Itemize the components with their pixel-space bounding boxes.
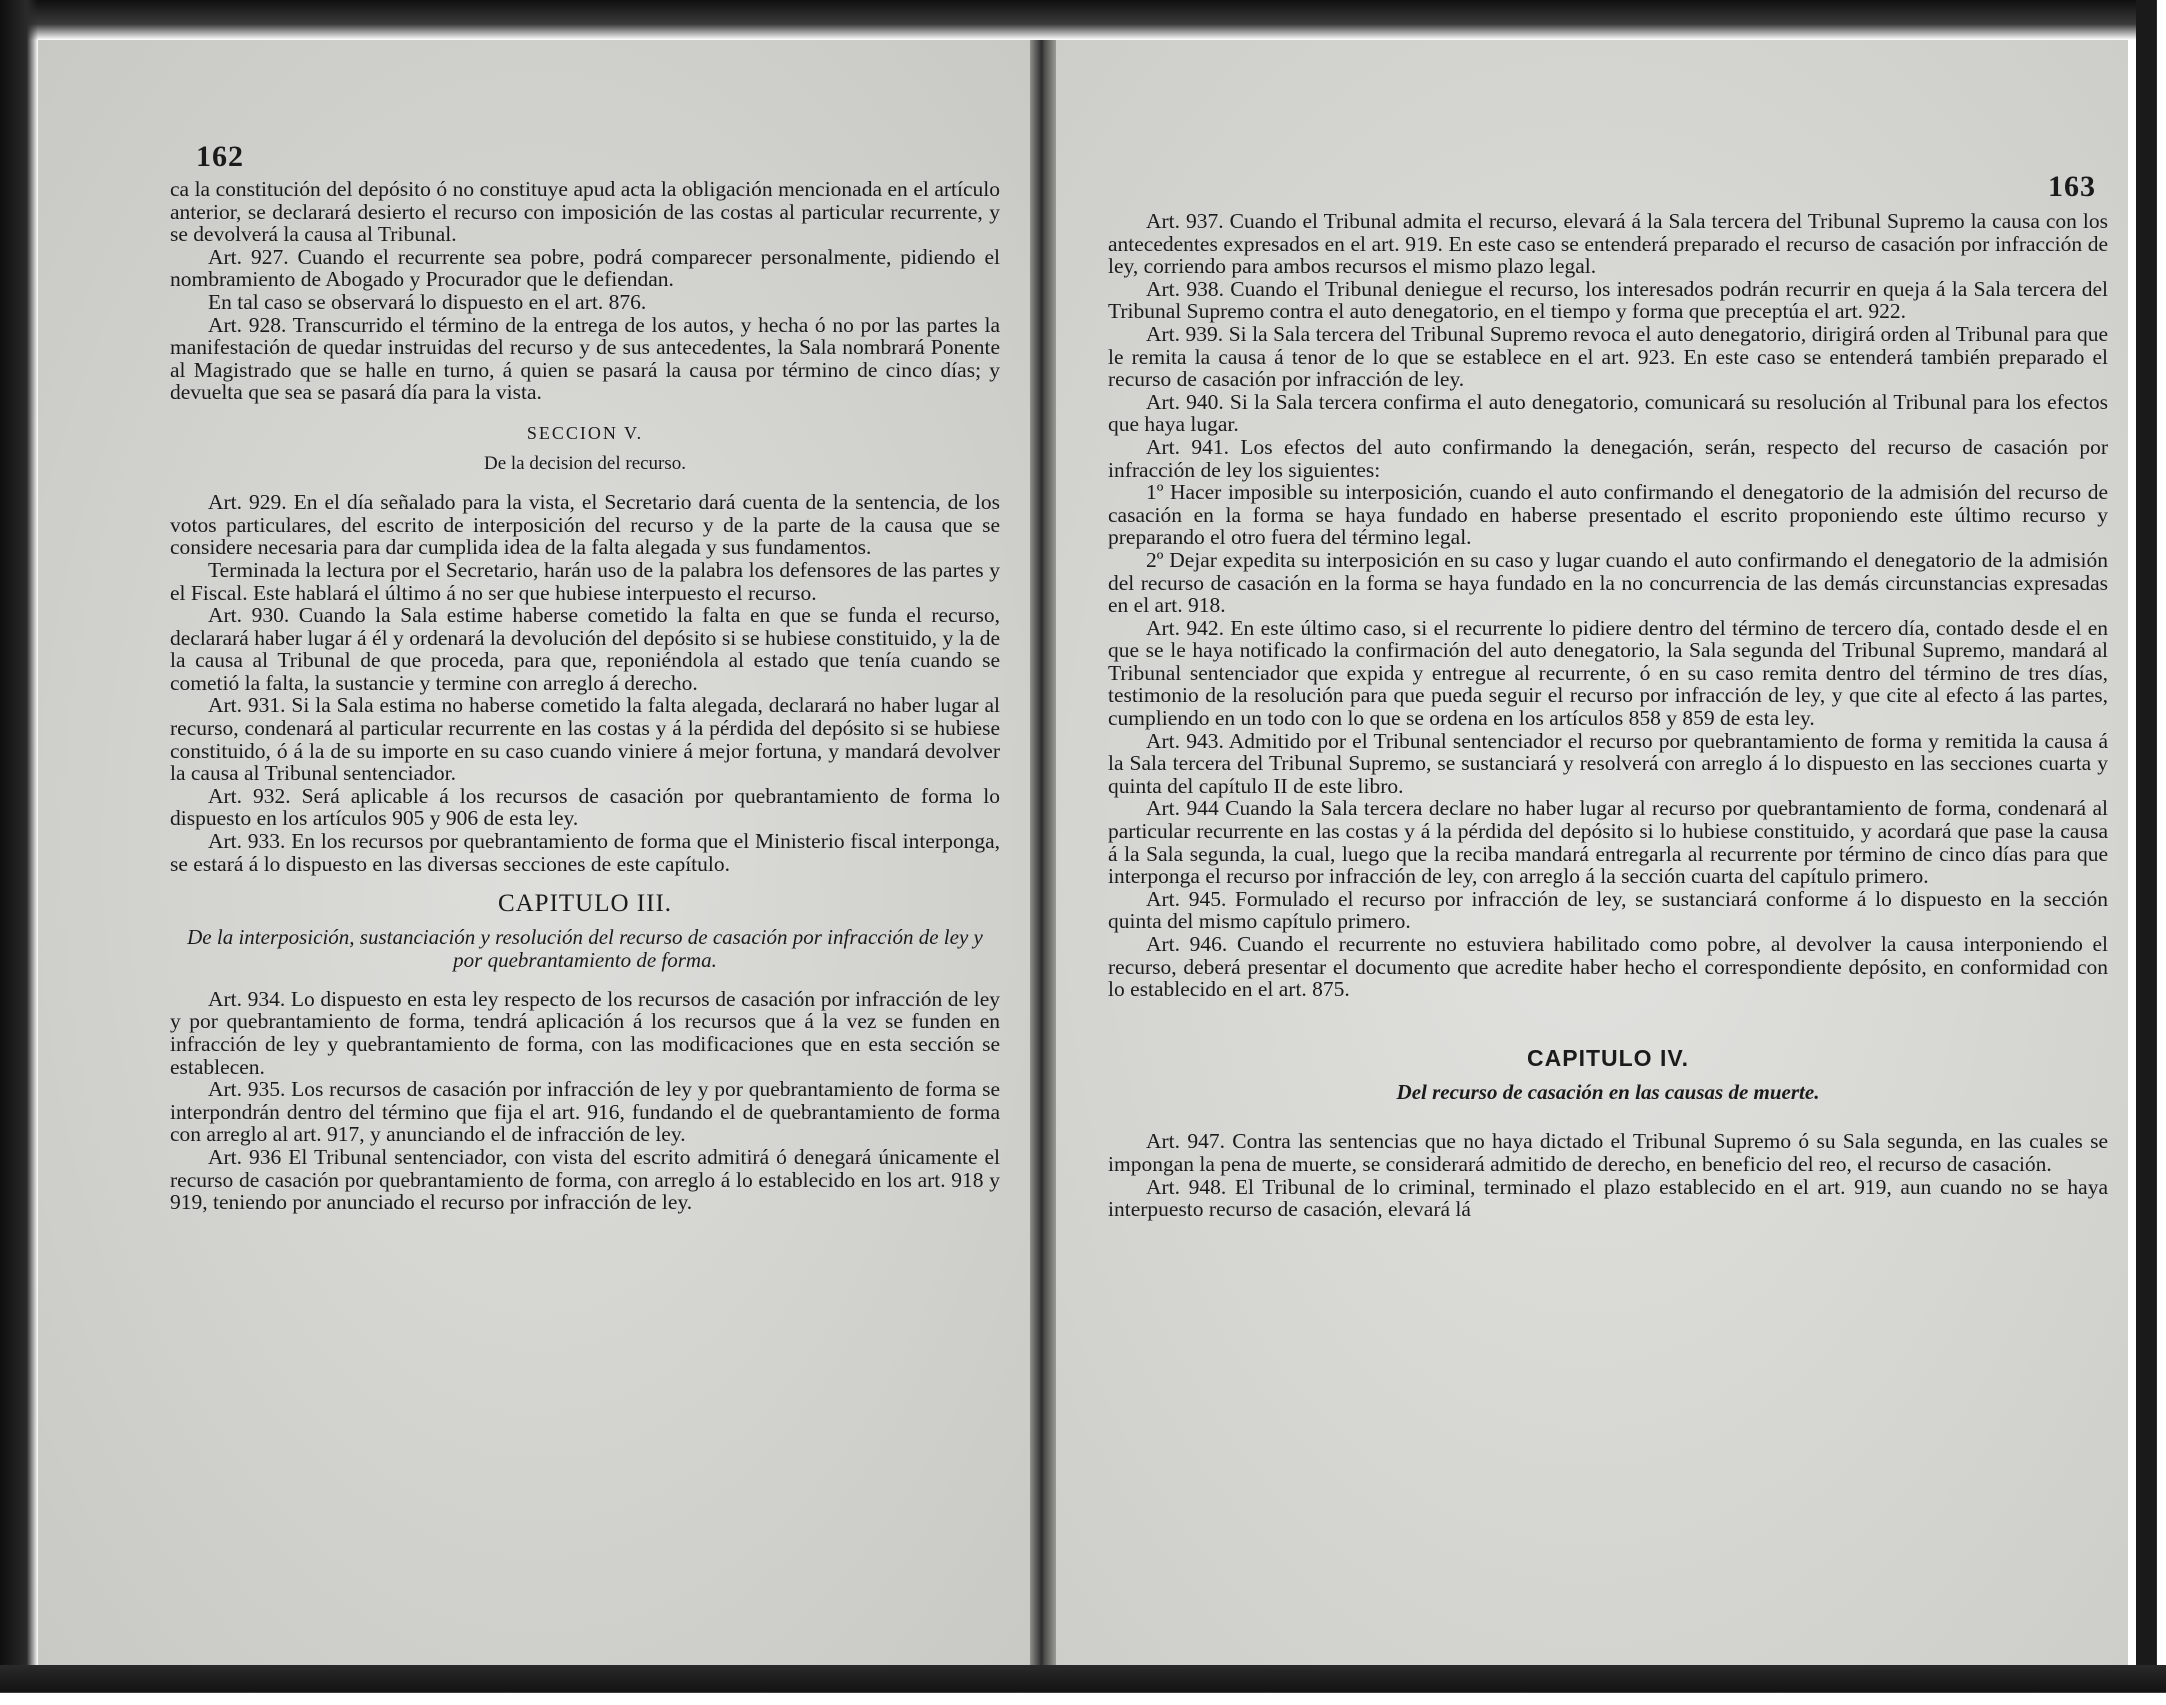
- right-paragraph: Art. 948. El Tribunal de lo criminal, terminado el plazo establecido en el art. 919, aun cuando no se haya interpuesto recurso de casación, elevará lá: [1108, 1174, 2108, 1222]
- right-paragraph: Art. 942. En este último caso, si el recurrente lo pidiere dentro del término de tercero día, contado desde el en que se le haya notificado la confirmación del auto denegatorio, la Sala segunda del Tribunal Supremo, mandará al Tribunal sentenciador que expida y entregue al recurrente, ó en su caso remita dentro del término de tres días, testimonio de la resolución para que pueda seguir el recurso por infracción de ley, y que cite al efecto á las partes, cumpliendo en un todo con lo que se ordena en los artículos 858 y 859 de esta ley.: [1108, 615, 2108, 731]
- left-paragraph: Art. 927. Cuando el recurrente sea pobre, podrá comparecer personalmente, pidiendo el nombramiento de Abogado y Procurador que le defiendan.: [170, 244, 1000, 292]
- left-paragraph: Art. 936 El Tribunal sentenciador, con vista del escrito admitirá ó denegará únicamente el recurso de casación por quebrantamiento de forma, con arreglo á lo establecido en los art. 918 y 919, teniendo por anunciado el recurso por infracción de ley.: [170, 1144, 1000, 1215]
- chapter-heading: CAPITULO III.: [497, 890, 673, 918]
- left-paragraph: Art. 932. Será aplicable á los recursos de casación por quebrantamiento de forma lo dispuesto en los artículos 905 y 906 de esta ley.: [170, 783, 1000, 831]
- right-paragraph: Art. 941. Los efectos del auto confirmando la denegación, serán, respecto del recurso de casación por infracción de ley los siguientes:: [1108, 434, 2108, 482]
- right-paragraph: Art. 940. Si la Sala tercera confirma el auto denegatorio, comunicará su resolución al Tribunal para los efectos que haya lugar.: [1108, 389, 2108, 437]
- left-paragraph: Terminada la lectura por el Secretario, harán uso de la palabra los defensores de las partes y el Fiscal. Este hablará el último á no ser que hubiese interpuesto el recurso.: [170, 557, 1000, 605]
- chapter-subtitle: Del recurso de casación en las causas de muerte.: [1396, 1080, 1820, 1105]
- right-paragraph: Art. 939. Si la Sala tercera del Tribunal Supremo revoca el auto denegatorio, dirigirá orden al Tribunal para que le remita la causa á tenor de lo que se establece en el art. 923. En este caso se entenderá también preparado el recurso de casación por infracción de ley.: [1108, 321, 2108, 392]
- scan-border-right: [2136, 0, 2166, 1705]
- right-paragraph: Art. 945. Formulado el recurso por infracción de ley, se sustanciará conforme á lo dispuesto en la sección quinta del mismo capítulo primero.: [1108, 886, 2108, 934]
- left-paragraph: ca la constitución del depósito ó no constituye apud acta la obligación mencionada en el artículo anterior, se declarará desierto el recurso con imposición de las costas al particular recurrente, y se devolverá la causa al Tribunal.: [170, 177, 1000, 247]
- left-paragraph: Art. 933. En los recursos por quebrantamiento de forma que el Ministerio fiscal interponga, se estará á lo dispuesto en las diversas secciones de este capítulo.: [170, 829, 1000, 876]
- right-page: [1048, 40, 2128, 1665]
- right-paragraph: Art. 943. Admitido por el Tribunal sentenciador el recurso por quebrantamiento de forma y remitida la causa á la Sala tercera del Tribunal Supremo, se sustanciará y resolverá con arreglo á lo dispuesto en las secciones cuarta y quinta del capítulo II de este libro.: [1108, 728, 2108, 798]
- section-subtitle: De la decision del recurso.: [483, 452, 687, 474]
- right-paragraph: Art. 947. Contra las sentencias que no haya dictado el Tribunal Supremo ó su Sala segunda, en las cuales se impongan la pena de muerte, se considerará admitido de derecho, en beneficio del reo, el recurso de casación.: [1108, 1129, 2108, 1176]
- left-paragraph: Art. 934. Lo dispuesto en esta ley respecto de los recursos de casación por infracción de ley y por quebrantamiento de forma, tendrá aplicación á los recursos que á la vez se funden en infracción de ley y quebrantamiento de forma, con las modificaciones que en esta sección se establecen.: [170, 986, 1000, 1079]
- right-paragraph: Art. 938. Cuando el Tribunal deniegue el recurso, los interesados podrán recurrir en queja á la Sala tercera del Tribunal Supremo contra el auto denegatorio, en el tiempo y forma que preceptúa el art. 922.: [1108, 276, 2108, 324]
- right-page-number: 163: [2048, 170, 2096, 203]
- chapter-heading: CAPITULO IV.: [1527, 1044, 1689, 1071]
- chapter-subtitle: De la interposición, sustanciación y resolución del recurso de casación por infracción de ley y por quebrantamiento de forma.: [187, 924, 983, 972]
- right-paragraph: 2º Dejar expedita su interposición en su caso y lugar cuando el auto confirmando el denegatorio de la admisión del recurso de casación en la forma se haya fundado en la no concurrencia de las demás circunstancias expresadas en el art. 918.: [1108, 547, 2108, 618]
- scan-border-top: [0, 0, 2166, 40]
- left-page-text: [170, 178, 1000, 1214]
- left-paragraph: En tal caso se observará lo dispuesto en el art. 876.: [208, 289, 647, 314]
- scan-border-left: [0, 0, 38, 1705]
- left-paragraph: Art. 935. Los recursos de casación por infracción de ley y por quebrantamiento de forma se interpondrán dentro del término que fija el art. 916, fundando el de quebrantamiento de forma con arreglo al art. 917, y anunciando el de infracción de ley.: [170, 1077, 1000, 1147]
- left-paragraph: Art. 930. Cuando la Sala estime haberse cometido la falta en que se funda el recurso, declarará haber lugar á él y ordenará la devolución del depósito si se hubiese constituido, y la de la causa al Tribunal de que proceda, para que, reponiéndola al estado que tenía cuando se cometió la falta, la sustancie y termine con arreglo á derecho.: [170, 603, 1000, 695]
- left-page: [38, 40, 1038, 1665]
- left-page-number: 162: [196, 140, 244, 173]
- left-paragraph: Art. 928. Transcurrido el término de la entrega de los autos, y hecha ó no por las partes la manifestación de quedar instruidas del recurso y de sus antecedentes, la Sala nombrará Ponente al Magistrado que se halle en turno, á quien se pasará la causa por término de cinco días; y devuelta que sea se pasará día para la vista.: [170, 312, 1000, 405]
- right-paragraph: Art. 937. Cuando el Tribunal admita el recurso, elevará á la Sala tercera del Tribunal Supremo la causa con los antecedentes expresados en el art. 919. En este caso se entenderá preparado el recurso de casación por infracción de ley, corriendo para ambos recursos el mismo plazo legal.: [1108, 209, 2108, 279]
- right-page-text: [1108, 210, 2108, 1221]
- left-paragraph: Art. 929. En el día señalado para la vista, el Secretario dará cuenta de la sentencia, de los votos particulares, del escrito de interposición del recurso y de la parte de la causa que se considere necesaria para dar cumplida idea de la falta alegada y sus fundamentos.: [170, 490, 1000, 560]
- left-paragraph: Art. 931. Si la Sala estima no haberse cometido la falta alegada, declarará no haber lugar al recurso, condenará al particular recurrente en las costas y á la pérdida del depósito si se hubiese constituido, ó á la de su importe en su caso cuando viniere á mejor fortuna, y mandará devolver la causa al Tribunal sentenciador.: [170, 693, 1000, 786]
- book-gutter: [1030, 40, 1056, 1665]
- right-paragraph: Art. 946. Cuando el recurrente no estuviera habilitado como pobre, al devolver la causa interponiendo el recurso, deberá presentar el documento que acredite haber hecho el correspondiente depósito, en conformidad con lo establecido en el art. 875.: [1108, 932, 2108, 1002]
- right-paragraph: Art. 944 Cuando la Sala tercera declare no haber lugar al recurso por quebrantamiento de forma, condenará al particular recurrente en las costas y á la pérdida del depósito si lo hubiese constituido, y acordará que pase la causa á la Sala segunda, la cual, luego que la reciba mandará entregarla al recurrente por término de cinco días para que interponga el recurso por infracción de ley, con arreglo á la sección cuarta del capítulo primero.: [1108, 796, 2108, 889]
- right-paragraph: 1º Hacer imposible su interposición, cuando el auto confirmando el denegatorio de la admisión del recurso de casación en la forma se haya fundado en haberse presentado el escrito proponiendo este último recurso y preparando el otro fuera del término legal.: [1108, 480, 2108, 550]
- scan-border-bottom: [0, 1665, 2166, 1705]
- section-heading: SECCION V.: [526, 422, 644, 443]
